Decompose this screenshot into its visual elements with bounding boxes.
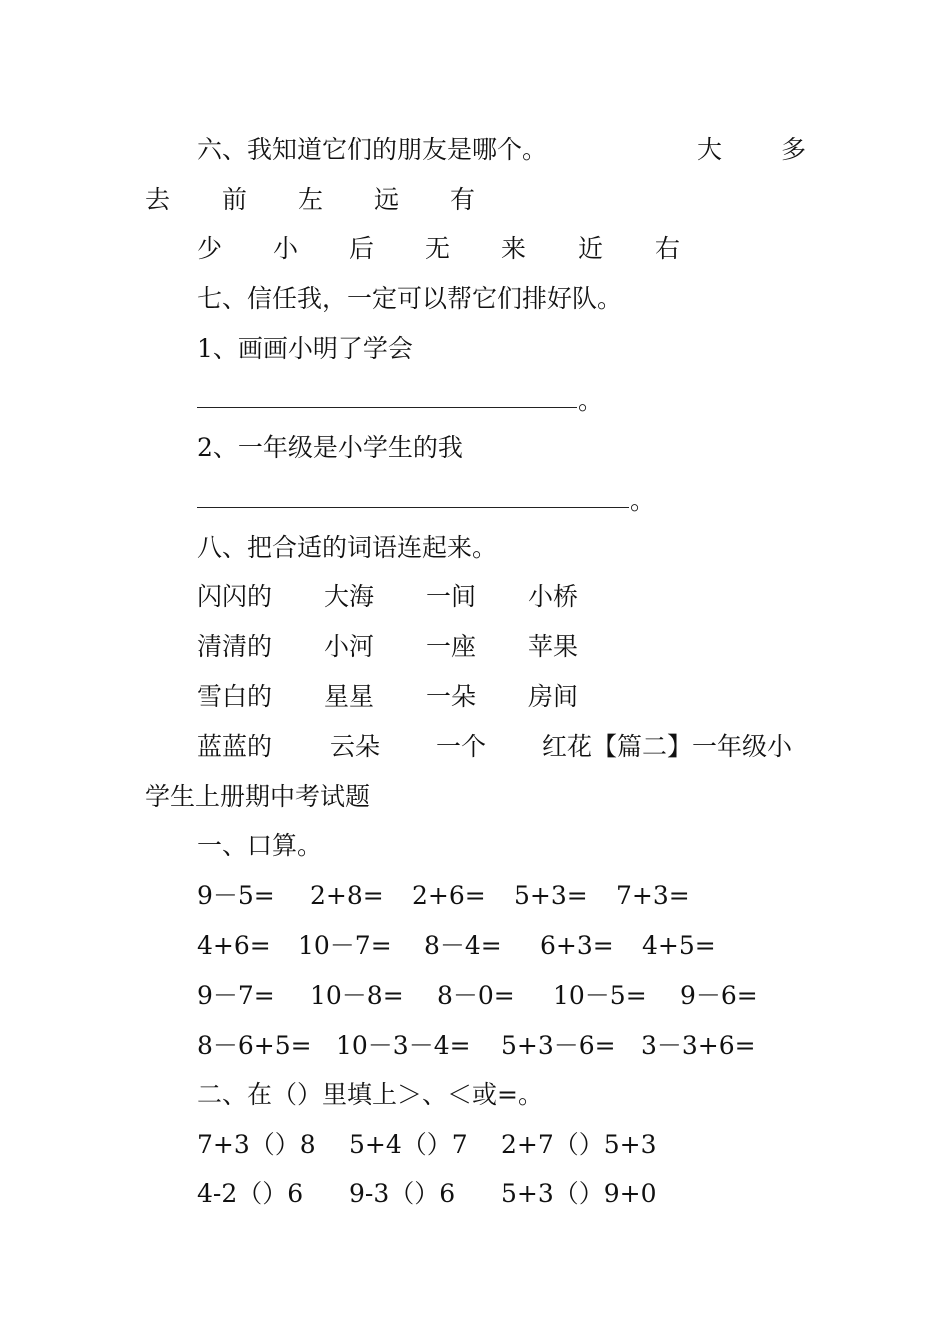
compare-item: 9-3（）6: [349, 1179, 456, 1208]
math-item: 4+5=: [642, 931, 716, 960]
math-item: 10－3－4=: [336, 1031, 471, 1060]
section-8-title: 八、把合适的词语连起来。: [197, 533, 498, 562]
math-item: 5+3－6=: [501, 1031, 616, 1060]
section-7-title: 七、信任我，一定可以帮它们排好队。: [197, 284, 623, 313]
compare-item: 5+3（）9+0: [501, 1179, 657, 1208]
part-2-title: 二、在（）里填上＞、＜或=。: [197, 1080, 543, 1109]
word: 清清的: [197, 632, 273, 661]
word: 小: [273, 234, 299, 263]
word: 来: [501, 234, 527, 263]
end-mark: 。: [630, 486, 656, 515]
section-heading-wrap: 学生上册期中考试题: [145, 782, 371, 811]
word: 苹果: [528, 632, 579, 661]
section-6-title: 六、我知道它们的朋友是哪个。: [197, 135, 548, 164]
word: 闪闪的: [197, 582, 273, 611]
word: 小桥: [528, 582, 579, 611]
math-item: 4+6=: [197, 931, 271, 960]
math-item: 8－0=: [437, 981, 515, 1010]
math-item: 10－7=: [298, 931, 392, 960]
compare-item: 4-2（）6: [197, 1179, 304, 1208]
word: 远: [374, 185, 400, 214]
word: 一间: [426, 582, 477, 611]
math-item: 9－7=: [197, 981, 275, 1010]
math-item: 8－4=: [424, 931, 502, 960]
word: 星星: [324, 682, 375, 711]
word: 一座: [426, 632, 477, 661]
math-item: 8－6+5=: [197, 1031, 312, 1060]
compare-item: 2+7（）5+3: [501, 1130, 657, 1159]
word: 近: [578, 234, 604, 263]
question-1: 1、画画小明了学会: [197, 334, 413, 363]
math-item: 2+8=: [310, 881, 384, 910]
math-item: 10－8=: [310, 981, 404, 1010]
word: 少: [197, 234, 223, 263]
compare-item: 7+3（）8: [197, 1130, 316, 1159]
word: 一个: [436, 732, 487, 761]
word: 蓝蓝的: [197, 732, 273, 761]
word: 有: [450, 185, 476, 214]
math-item: 9－6=: [680, 981, 758, 1010]
word: 红花【篇二】一年级小: [542, 732, 793, 761]
word: 后: [349, 234, 375, 263]
answer-blank-1[interactable]: [197, 407, 577, 408]
math-item: 2+6=: [412, 881, 486, 910]
math-item: 7+3=: [616, 881, 690, 910]
end-mark: 。: [578, 386, 604, 415]
word: 小河: [324, 632, 375, 661]
part-1-title: 一、口算。: [197, 831, 323, 860]
math-item: 6+3=: [540, 931, 614, 960]
word: 无: [425, 234, 451, 263]
math-item: 3－3+6=: [641, 1031, 756, 1060]
math-item: 5+3=: [514, 881, 588, 910]
word: 左: [298, 185, 324, 214]
word: 房间: [528, 682, 579, 711]
math-item: 9－5=: [197, 881, 275, 910]
word: 一朵: [426, 682, 477, 711]
math-item: 10－5=: [553, 981, 647, 1010]
word: 大: [697, 135, 723, 164]
question-2: 2、一年级是小学生的我: [197, 433, 463, 462]
answer-blank-2[interactable]: [197, 507, 629, 508]
word: 大海: [324, 582, 375, 611]
word: 前: [222, 185, 248, 214]
word: 右: [655, 234, 681, 263]
compare-item: 5+4（）7: [349, 1130, 468, 1159]
word: 多: [781, 135, 807, 164]
word: 云朵: [330, 732, 381, 761]
word: 去: [145, 185, 171, 214]
word: 雪白的: [197, 682, 273, 711]
